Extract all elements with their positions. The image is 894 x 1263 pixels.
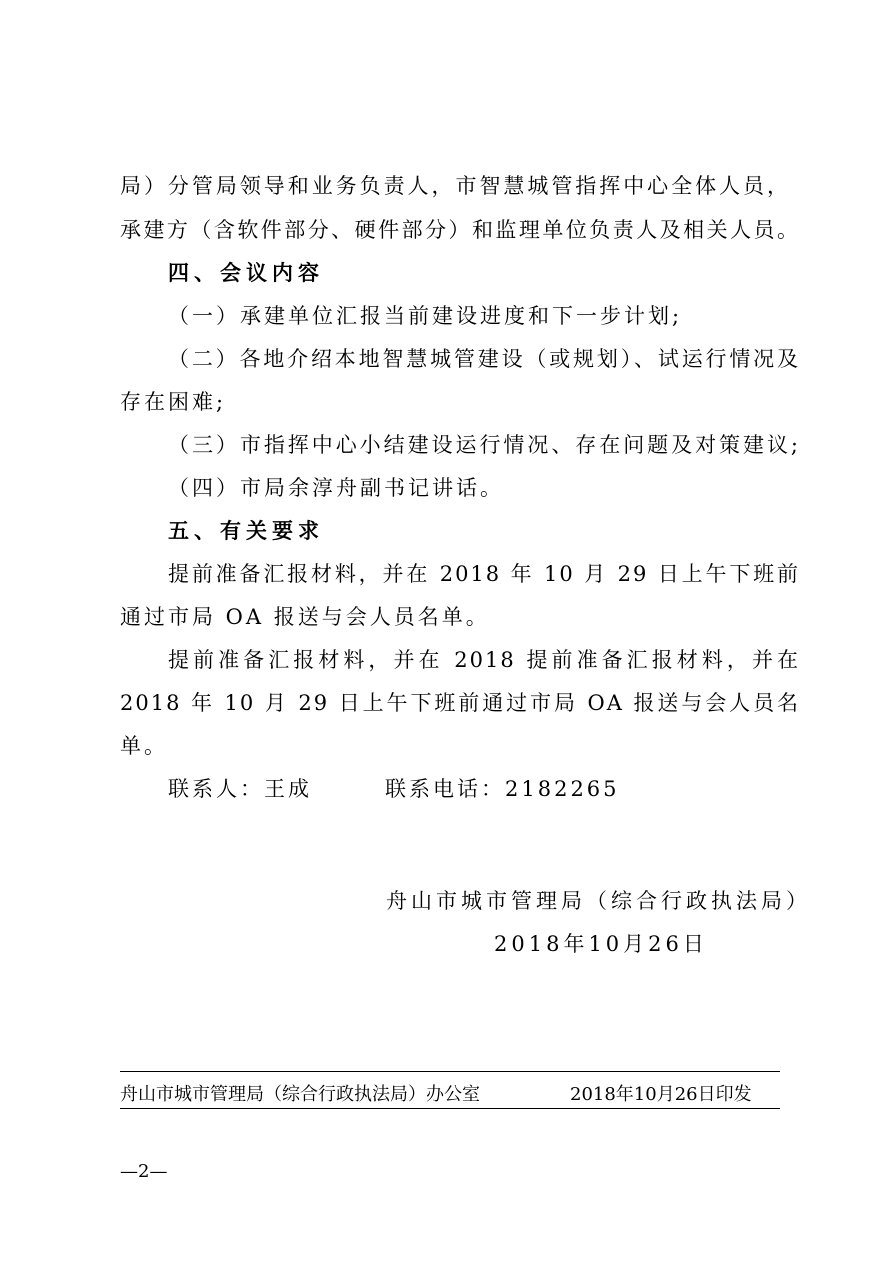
section-heading-requirements: 五、有关要求 xyxy=(168,519,324,543)
requirement-1-line-1: 提前准备汇报材料，并在 2018 年 10 月 29 日上午下班前 xyxy=(168,562,800,586)
agenda-item-1: （一）承建单位汇报当前建设进度和下一步计划; xyxy=(168,304,683,328)
paragraph-attendees-line-2: 承建方（含软件部分、硬件部分）和监理单位负责人及相关人员。 xyxy=(120,218,800,242)
footer-top-rule xyxy=(120,1071,780,1072)
page-number: —2— xyxy=(120,1161,168,1182)
footer-print-date: 2018年10月26日印发 xyxy=(570,1084,752,1105)
contact-person: 联系人：王成 xyxy=(168,777,312,801)
contact-phone: 联系电话：2182265 xyxy=(385,777,620,801)
paragraph-attendees-line-1: 局）分管局领导和业务负责人，市智慧城管指挥中心全体人员， xyxy=(120,174,790,198)
footer-bottom-rule xyxy=(120,1108,780,1109)
agenda-item-4: （四）市局余淳舟副书记讲话。 xyxy=(168,476,504,500)
requirement-2-line-2: 2018 年 10 月 29 日上午下班前通过市局 OA 报送与会人员名 xyxy=(120,691,800,715)
agenda-item-2-line-1: （二）各地介绍本地智慧城管建设（或规划）、试运行情况及 xyxy=(168,347,800,371)
requirement-2-line-3: 单。 xyxy=(120,734,168,758)
section-heading-meeting-content: 四、会议内容 xyxy=(168,261,324,285)
requirement-2-line-1: 提前准备汇报材料，并在 2018 提前准备汇报材料，并在 xyxy=(168,648,800,672)
requirement-1-line-2: 通过市局 OA 报送与会人员名单。 xyxy=(120,605,490,629)
signature-date: 2018年10月26日 xyxy=(494,932,708,956)
agenda-item-2-line-2: 存在困难; xyxy=(120,390,227,414)
signature-organization: 舟山市城市管理局（综合行政执法局） xyxy=(386,889,811,913)
agenda-item-3: （三）市指挥中心小结建设运行情况、存在问题及对策建议; xyxy=(168,433,800,457)
footer-issuing-office: 舟山市城市管理局（综合行政执法局）办公室 xyxy=(120,1084,480,1105)
